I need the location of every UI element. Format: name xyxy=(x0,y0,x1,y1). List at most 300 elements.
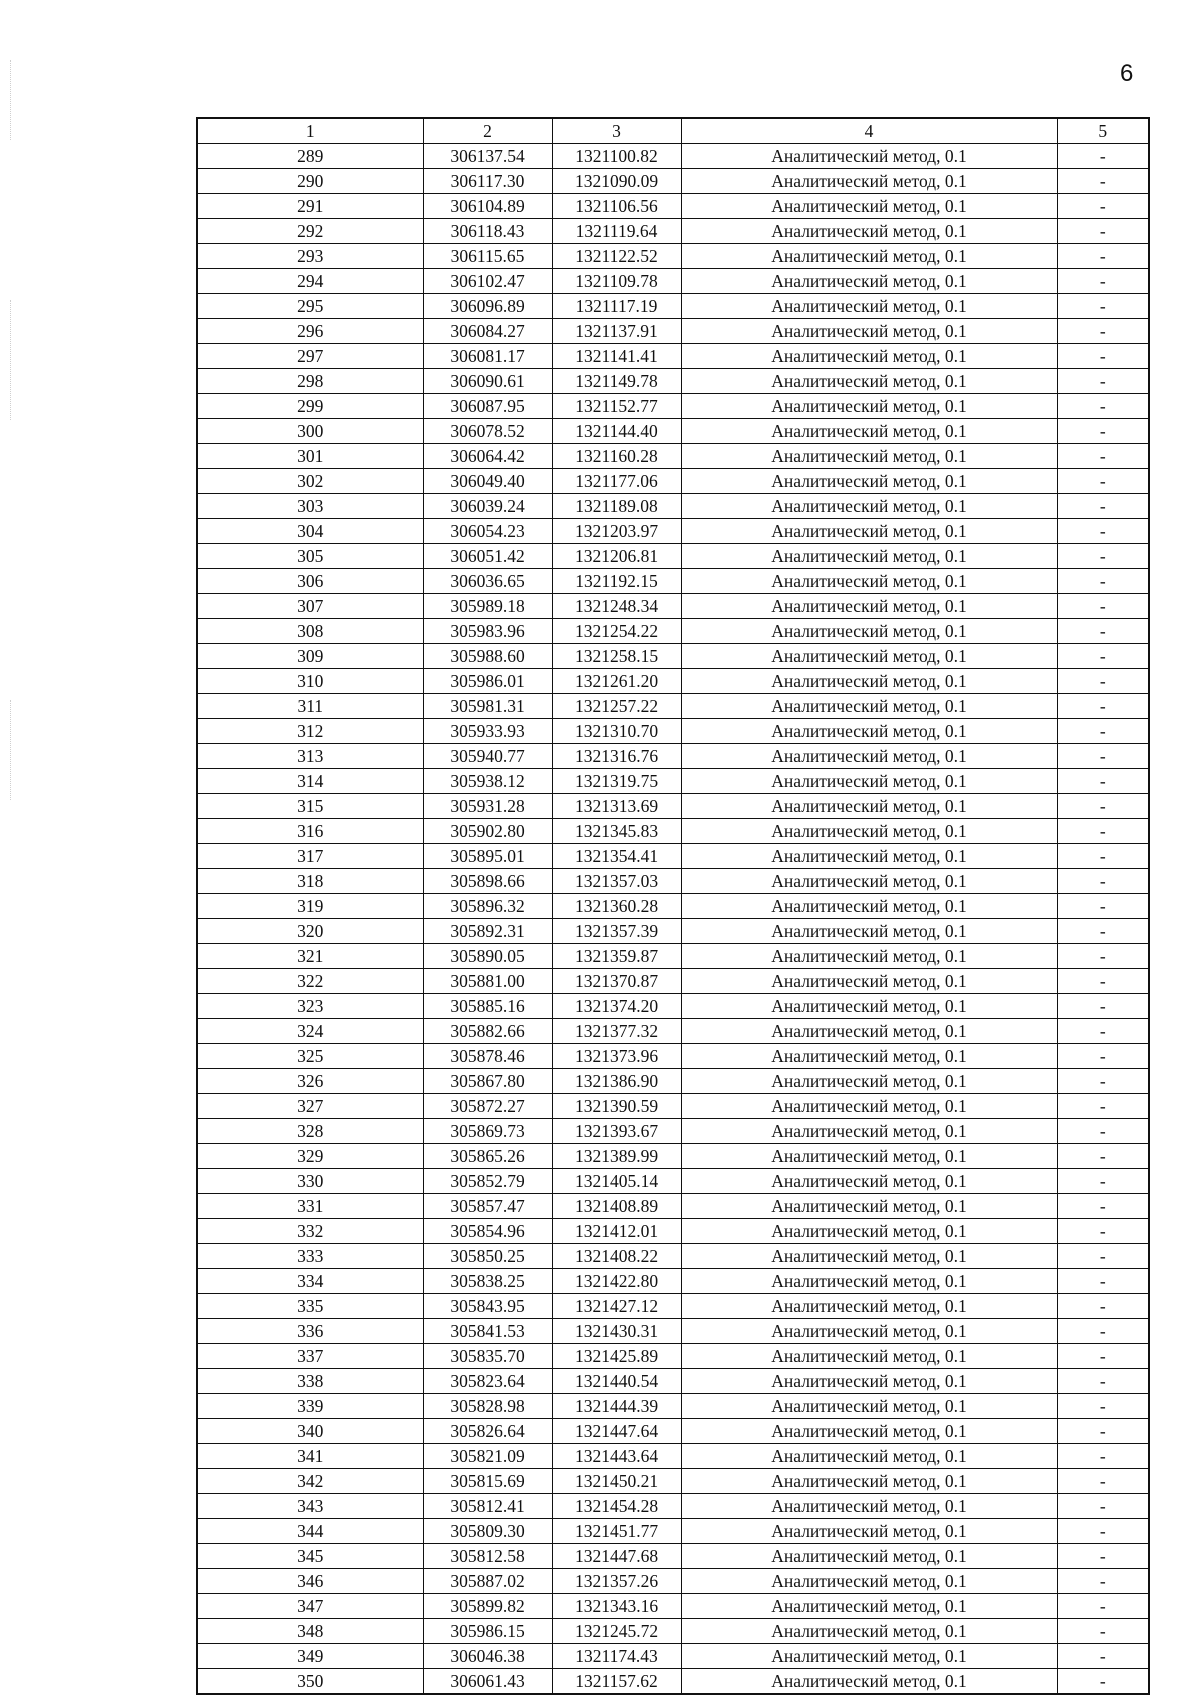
column-header: 5 xyxy=(1057,118,1149,144)
x-coordinate-cell: 305872.27 xyxy=(423,1094,552,1119)
y-coordinate-cell: 1321408.22 xyxy=(552,1244,681,1269)
x-coordinate-cell: 305931.28 xyxy=(423,794,552,819)
table-row xyxy=(197,494,1149,519)
method-cell: Аналитический метод, 0.1 xyxy=(681,619,1057,644)
note-cell: - xyxy=(1057,469,1149,494)
table-row xyxy=(197,344,1149,369)
point-number-cell: 350 xyxy=(197,1669,423,1695)
x-coordinate-cell: 305940.77 xyxy=(423,744,552,769)
method-cell: Аналитический метод, 0.1 xyxy=(681,819,1057,844)
y-coordinate-cell: 1321443.64 xyxy=(552,1444,681,1469)
table-row xyxy=(197,844,1149,869)
x-coordinate-cell: 305986.15 xyxy=(423,1619,552,1644)
table-row xyxy=(197,169,1149,194)
x-coordinate-cell: 306087.95 xyxy=(423,394,552,419)
note-cell: - xyxy=(1057,1569,1149,1594)
note-cell: - xyxy=(1057,219,1149,244)
point-number-cell: 293 xyxy=(197,244,423,269)
point-number-cell: 342 xyxy=(197,1469,423,1494)
note-cell: - xyxy=(1057,1094,1149,1119)
table-row xyxy=(197,1444,1149,1469)
x-coordinate-cell: 305809.30 xyxy=(423,1519,552,1544)
note-cell: - xyxy=(1057,344,1149,369)
note-cell: - xyxy=(1057,1669,1149,1695)
y-coordinate-cell: 1321425.89 xyxy=(552,1344,681,1369)
point-number-cell: 328 xyxy=(197,1119,423,1144)
method-cell: Аналитический метод, 0.1 xyxy=(681,1544,1057,1569)
table-row xyxy=(197,1344,1149,1369)
x-coordinate-cell: 305896.32 xyxy=(423,894,552,919)
point-number-cell: 337 xyxy=(197,1344,423,1369)
method-cell: Аналитический метод, 0.1 xyxy=(681,1444,1057,1469)
note-cell: - xyxy=(1057,994,1149,1019)
x-coordinate-cell: 306078.52 xyxy=(423,419,552,444)
point-number-cell: 310 xyxy=(197,669,423,694)
y-coordinate-cell: 1321430.31 xyxy=(552,1319,681,1344)
x-coordinate-cell: 305865.26 xyxy=(423,1144,552,1169)
y-coordinate-cell: 1321440.54 xyxy=(552,1369,681,1394)
table-row xyxy=(197,969,1149,994)
method-cell: Аналитический метод, 0.1 xyxy=(681,194,1057,219)
note-cell: - xyxy=(1057,544,1149,569)
x-coordinate-cell: 305902.80 xyxy=(423,819,552,844)
x-coordinate-cell: 306036.65 xyxy=(423,569,552,594)
point-number-cell: 336 xyxy=(197,1319,423,1344)
y-coordinate-cell: 1321450.21 xyxy=(552,1469,681,1494)
note-cell: - xyxy=(1057,969,1149,994)
point-number-cell: 300 xyxy=(197,419,423,444)
method-cell: Аналитический метод, 0.1 xyxy=(681,1419,1057,1444)
point-number-cell: 349 xyxy=(197,1644,423,1669)
table-body xyxy=(197,144,1149,1695)
y-coordinate-cell: 1321377.32 xyxy=(552,1019,681,1044)
note-cell: - xyxy=(1057,619,1149,644)
scan-margin-mark xyxy=(10,60,11,140)
note-cell: - xyxy=(1057,919,1149,944)
x-coordinate-cell: 305887.02 xyxy=(423,1569,552,1594)
y-coordinate-cell: 1321370.87 xyxy=(552,969,681,994)
table-row xyxy=(197,794,1149,819)
x-coordinate-cell: 305854.96 xyxy=(423,1219,552,1244)
note-cell: - xyxy=(1057,519,1149,544)
x-coordinate-cell: 305983.96 xyxy=(423,619,552,644)
y-coordinate-cell: 1321390.59 xyxy=(552,1094,681,1119)
method-cell: Аналитический метод, 0.1 xyxy=(681,744,1057,769)
point-number-cell: 348 xyxy=(197,1619,423,1644)
table-row xyxy=(197,819,1149,844)
table-row xyxy=(197,444,1149,469)
table-row xyxy=(197,894,1149,919)
method-cell: Аналитический метод, 0.1 xyxy=(681,294,1057,319)
table-row xyxy=(197,1144,1149,1169)
method-cell: Аналитический метод, 0.1 xyxy=(681,1144,1057,1169)
table-row xyxy=(197,219,1149,244)
scan-margin-mark xyxy=(10,300,11,420)
note-cell: - xyxy=(1057,1594,1149,1619)
x-coordinate-cell: 305890.05 xyxy=(423,944,552,969)
method-cell: Аналитический метод, 0.1 xyxy=(681,1194,1057,1219)
y-coordinate-cell: 1321206.81 xyxy=(552,544,681,569)
note-cell: - xyxy=(1057,394,1149,419)
x-coordinate-cell: 305838.25 xyxy=(423,1269,552,1294)
point-number-cell: 324 xyxy=(197,1019,423,1044)
table-row xyxy=(197,869,1149,894)
method-cell: Аналитический метод, 0.1 xyxy=(681,1469,1057,1494)
note-cell: - xyxy=(1057,494,1149,519)
method-cell: Аналитический метод, 0.1 xyxy=(681,944,1057,969)
method-cell: Аналитический метод, 0.1 xyxy=(681,1569,1057,1594)
y-coordinate-cell: 1321149.78 xyxy=(552,369,681,394)
method-cell: Аналитический метод, 0.1 xyxy=(681,1244,1057,1269)
table-row xyxy=(197,1519,1149,1544)
note-cell: - xyxy=(1057,844,1149,869)
method-cell: Аналитический метод, 0.1 xyxy=(681,594,1057,619)
note-cell: - xyxy=(1057,894,1149,919)
method-cell: Аналитический метод, 0.1 xyxy=(681,269,1057,294)
x-coordinate-cell: 305857.47 xyxy=(423,1194,552,1219)
method-cell: Аналитический метод, 0.1 xyxy=(681,494,1057,519)
table-row xyxy=(197,1169,1149,1194)
x-coordinate-cell: 306051.42 xyxy=(423,544,552,569)
note-cell: - xyxy=(1057,369,1149,394)
x-coordinate-cell: 306084.27 xyxy=(423,319,552,344)
method-cell: Аналитический метод, 0.1 xyxy=(681,1594,1057,1619)
method-cell: Аналитический метод, 0.1 xyxy=(681,519,1057,544)
x-coordinate-cell: 306096.89 xyxy=(423,294,552,319)
note-cell: - xyxy=(1057,1044,1149,1069)
y-coordinate-cell: 1321447.64 xyxy=(552,1419,681,1444)
point-number-cell: 332 xyxy=(197,1219,423,1244)
y-coordinate-cell: 1321254.22 xyxy=(552,619,681,644)
table-row xyxy=(197,1119,1149,1144)
method-cell: Аналитический метод, 0.1 xyxy=(681,444,1057,469)
table-row xyxy=(197,419,1149,444)
x-coordinate-cell: 306081.17 xyxy=(423,344,552,369)
note-cell: - xyxy=(1057,1069,1149,1094)
x-coordinate-cell: 305869.73 xyxy=(423,1119,552,1144)
x-coordinate-cell: 305898.66 xyxy=(423,869,552,894)
method-cell: Аналитический метод, 0.1 xyxy=(681,1494,1057,1519)
point-number-cell: 318 xyxy=(197,869,423,894)
note-cell: - xyxy=(1057,1119,1149,1144)
y-coordinate-cell: 1321354.41 xyxy=(552,844,681,869)
table-row xyxy=(197,1094,1149,1119)
point-number-cell: 305 xyxy=(197,544,423,569)
note-cell: - xyxy=(1057,1494,1149,1519)
point-number-cell: 321 xyxy=(197,944,423,969)
y-coordinate-cell: 1321343.16 xyxy=(552,1594,681,1619)
point-number-cell: 317 xyxy=(197,844,423,869)
x-coordinate-cell: 305835.70 xyxy=(423,1344,552,1369)
point-number-cell: 308 xyxy=(197,619,423,644)
y-coordinate-cell: 1321177.06 xyxy=(552,469,681,494)
y-coordinate-cell: 1321117.19 xyxy=(552,294,681,319)
table-row xyxy=(197,644,1149,669)
x-coordinate-cell: 306049.40 xyxy=(423,469,552,494)
note-cell: - xyxy=(1057,1469,1149,1494)
y-coordinate-cell: 1321359.87 xyxy=(552,944,681,969)
note-cell: - xyxy=(1057,1144,1149,1169)
method-cell: Аналитический метод, 0.1 xyxy=(681,1644,1057,1669)
point-number-cell: 331 xyxy=(197,1194,423,1219)
method-cell: Аналитический метод, 0.1 xyxy=(681,1369,1057,1394)
table-row xyxy=(197,594,1149,619)
x-coordinate-cell: 305882.66 xyxy=(423,1019,552,1044)
method-cell: Аналитический метод, 0.1 xyxy=(681,1094,1057,1119)
method-cell: Аналитический метод, 0.1 xyxy=(681,244,1057,269)
y-coordinate-cell: 1321189.08 xyxy=(552,494,681,519)
point-number-cell: 295 xyxy=(197,294,423,319)
point-number-cell: 296 xyxy=(197,319,423,344)
table-row xyxy=(197,1544,1149,1569)
point-number-cell: 347 xyxy=(197,1594,423,1619)
table-row xyxy=(197,269,1149,294)
x-coordinate-cell: 305852.79 xyxy=(423,1169,552,1194)
y-coordinate-cell: 1321310.70 xyxy=(552,719,681,744)
method-cell: Аналитический метод, 0.1 xyxy=(681,669,1057,694)
point-number-cell: 341 xyxy=(197,1444,423,1469)
method-cell: Аналитический метод, 0.1 xyxy=(681,694,1057,719)
y-coordinate-cell: 1321141.41 xyxy=(552,344,681,369)
point-number-cell: 344 xyxy=(197,1519,423,1544)
table-row xyxy=(197,944,1149,969)
table-row xyxy=(197,569,1149,594)
x-coordinate-cell: 305867.80 xyxy=(423,1069,552,1094)
note-cell: - xyxy=(1057,1319,1149,1344)
note-cell: - xyxy=(1057,719,1149,744)
table-row xyxy=(197,519,1149,544)
point-number-cell: 325 xyxy=(197,1044,423,1069)
point-number-cell: 297 xyxy=(197,344,423,369)
method-cell: Аналитический метод, 0.1 xyxy=(681,994,1057,1019)
x-coordinate-cell: 306118.43 xyxy=(423,219,552,244)
y-coordinate-cell: 1321261.20 xyxy=(552,669,681,694)
column-header: 4 xyxy=(681,118,1057,144)
x-coordinate-cell: 305843.95 xyxy=(423,1294,552,1319)
method-cell: Аналитический метод, 0.1 xyxy=(681,1169,1057,1194)
point-number-cell: 333 xyxy=(197,1244,423,1269)
y-coordinate-cell: 1321257.22 xyxy=(552,694,681,719)
note-cell: - xyxy=(1057,169,1149,194)
method-cell: Аналитический метод, 0.1 xyxy=(681,419,1057,444)
y-coordinate-cell: 1321245.72 xyxy=(552,1619,681,1644)
x-coordinate-cell: 305881.00 xyxy=(423,969,552,994)
method-cell: Аналитический метод, 0.1 xyxy=(681,1619,1057,1644)
x-coordinate-cell: 305981.31 xyxy=(423,694,552,719)
table-row xyxy=(197,1419,1149,1444)
x-coordinate-cell: 306102.47 xyxy=(423,269,552,294)
point-number-cell: 329 xyxy=(197,1144,423,1169)
point-number-cell: 292 xyxy=(197,219,423,244)
point-number-cell: 312 xyxy=(197,719,423,744)
note-cell: - xyxy=(1057,869,1149,894)
method-cell: Аналитический метод, 0.1 xyxy=(681,1269,1057,1294)
y-coordinate-cell: 1321100.82 xyxy=(552,144,681,169)
x-coordinate-cell: 306061.43 xyxy=(423,1669,552,1695)
x-coordinate-cell: 306137.54 xyxy=(423,144,552,169)
method-cell: Аналитический метод, 0.1 xyxy=(681,1319,1057,1344)
point-number-cell: 311 xyxy=(197,694,423,719)
point-number-cell: 299 xyxy=(197,394,423,419)
y-coordinate-cell: 1321386.90 xyxy=(552,1069,681,1094)
scan-margin-mark xyxy=(10,700,11,800)
method-cell: Аналитический метод, 0.1 xyxy=(681,369,1057,394)
y-coordinate-cell: 1321258.15 xyxy=(552,644,681,669)
point-number-cell: 304 xyxy=(197,519,423,544)
method-cell: Аналитический метод, 0.1 xyxy=(681,144,1057,169)
point-number-cell: 339 xyxy=(197,1394,423,1419)
point-number-cell: 306 xyxy=(197,569,423,594)
table-row xyxy=(197,244,1149,269)
y-coordinate-cell: 1321360.28 xyxy=(552,894,681,919)
column-header: 3 xyxy=(552,118,681,144)
point-number-cell: 330 xyxy=(197,1169,423,1194)
point-number-cell: 343 xyxy=(197,1494,423,1519)
note-cell: - xyxy=(1057,819,1149,844)
note-cell: - xyxy=(1057,1544,1149,1569)
table-row xyxy=(197,294,1149,319)
x-coordinate-cell: 305821.09 xyxy=(423,1444,552,1469)
method-cell: Аналитический метод, 0.1 xyxy=(681,1019,1057,1044)
method-cell: Аналитический метод, 0.1 xyxy=(681,644,1057,669)
table-row xyxy=(197,369,1149,394)
x-coordinate-cell: 306054.23 xyxy=(423,519,552,544)
table-row xyxy=(197,619,1149,644)
point-number-cell: 320 xyxy=(197,919,423,944)
method-cell: Аналитический метод, 0.1 xyxy=(681,319,1057,344)
y-coordinate-cell: 1321357.03 xyxy=(552,869,681,894)
x-coordinate-cell: 305878.46 xyxy=(423,1044,552,1069)
note-cell: - xyxy=(1057,144,1149,169)
y-coordinate-cell: 1321357.39 xyxy=(552,919,681,944)
point-number-cell: 326 xyxy=(197,1069,423,1094)
method-cell: Аналитический метод, 0.1 xyxy=(681,1119,1057,1144)
note-cell: - xyxy=(1057,1019,1149,1044)
table-row xyxy=(197,1594,1149,1619)
table-row xyxy=(197,1044,1149,1069)
table-row xyxy=(197,719,1149,744)
y-coordinate-cell: 1321090.09 xyxy=(552,169,681,194)
note-cell: - xyxy=(1057,1294,1149,1319)
y-coordinate-cell: 1321444.39 xyxy=(552,1394,681,1419)
table-row xyxy=(197,1069,1149,1094)
method-cell: Аналитический метод, 0.1 xyxy=(681,469,1057,494)
method-cell: Аналитический метод, 0.1 xyxy=(681,869,1057,894)
point-number-cell: 289 xyxy=(197,144,423,169)
y-coordinate-cell: 1321248.34 xyxy=(552,594,681,619)
x-coordinate-cell: 305938.12 xyxy=(423,769,552,794)
x-coordinate-cell: 305828.98 xyxy=(423,1394,552,1419)
point-number-cell: 340 xyxy=(197,1419,423,1444)
point-number-cell: 345 xyxy=(197,1544,423,1569)
note-cell: - xyxy=(1057,319,1149,344)
note-cell: - xyxy=(1057,1244,1149,1269)
point-number-cell: 316 xyxy=(197,819,423,844)
table-row xyxy=(197,1244,1149,1269)
point-number-cell: 294 xyxy=(197,269,423,294)
method-cell: Аналитический метод, 0.1 xyxy=(681,1669,1057,1695)
note-cell: - xyxy=(1057,1519,1149,1544)
y-coordinate-cell: 1321160.28 xyxy=(552,444,681,469)
y-coordinate-cell: 1321319.75 xyxy=(552,769,681,794)
y-coordinate-cell: 1321405.14 xyxy=(552,1169,681,1194)
table-row xyxy=(197,994,1149,1019)
table-row xyxy=(197,669,1149,694)
note-cell: - xyxy=(1057,1219,1149,1244)
point-number-cell: 315 xyxy=(197,794,423,819)
note-cell: - xyxy=(1057,1169,1149,1194)
method-cell: Аналитический метод, 0.1 xyxy=(681,344,1057,369)
note-cell: - xyxy=(1057,569,1149,594)
table-row xyxy=(197,919,1149,944)
y-coordinate-cell: 1321412.01 xyxy=(552,1219,681,1244)
y-coordinate-cell: 1321454.28 xyxy=(552,1494,681,1519)
note-cell: - xyxy=(1057,644,1149,669)
table-row xyxy=(197,469,1149,494)
table-row xyxy=(197,1294,1149,1319)
x-coordinate-cell: 306090.61 xyxy=(423,369,552,394)
note-cell: - xyxy=(1057,1344,1149,1369)
method-cell: Аналитический метод, 0.1 xyxy=(681,219,1057,244)
method-cell: Аналитический метод, 0.1 xyxy=(681,1069,1057,1094)
point-number-cell: 335 xyxy=(197,1294,423,1319)
y-coordinate-cell: 1321374.20 xyxy=(552,994,681,1019)
point-number-cell: 291 xyxy=(197,194,423,219)
method-cell: Аналитический метод, 0.1 xyxy=(681,1519,1057,1544)
method-cell: Аналитический метод, 0.1 xyxy=(681,394,1057,419)
point-number-cell: 307 xyxy=(197,594,423,619)
x-coordinate-cell: 305989.18 xyxy=(423,594,552,619)
method-cell: Аналитический метод, 0.1 xyxy=(681,1344,1057,1369)
y-coordinate-cell: 1321427.12 xyxy=(552,1294,681,1319)
method-cell: Аналитический метод, 0.1 xyxy=(681,569,1057,594)
x-coordinate-cell: 305812.41 xyxy=(423,1494,552,1519)
method-cell: Аналитический метод, 0.1 xyxy=(681,1394,1057,1419)
table-row xyxy=(197,1569,1149,1594)
table-row xyxy=(197,744,1149,769)
note-cell: - xyxy=(1057,1194,1149,1219)
note-cell: - xyxy=(1057,744,1149,769)
method-cell: Аналитический метод, 0.1 xyxy=(681,844,1057,869)
y-coordinate-cell: 1321313.69 xyxy=(552,794,681,819)
table-row xyxy=(197,769,1149,794)
note-cell: - xyxy=(1057,669,1149,694)
note-cell: - xyxy=(1057,769,1149,794)
table-row xyxy=(197,1619,1149,1644)
method-cell: Аналитический метод, 0.1 xyxy=(681,969,1057,994)
table-row xyxy=(197,1669,1149,1695)
x-coordinate-cell: 306104.89 xyxy=(423,194,552,219)
method-cell: Аналитический метод, 0.1 xyxy=(681,169,1057,194)
note-cell: - xyxy=(1057,594,1149,619)
x-coordinate-cell: 305895.01 xyxy=(423,844,552,869)
point-number-cell: 302 xyxy=(197,469,423,494)
x-coordinate-cell: 305850.25 xyxy=(423,1244,552,1269)
note-cell: - xyxy=(1057,794,1149,819)
x-coordinate-cell: 305841.53 xyxy=(423,1319,552,1344)
note-cell: - xyxy=(1057,1369,1149,1394)
note-cell: - xyxy=(1057,419,1149,444)
x-coordinate-cell: 305933.93 xyxy=(423,719,552,744)
note-cell: - xyxy=(1057,1394,1149,1419)
x-coordinate-cell: 305885.16 xyxy=(423,994,552,1019)
note-cell: - xyxy=(1057,1444,1149,1469)
table-row xyxy=(197,1019,1149,1044)
method-cell: Аналитический метод, 0.1 xyxy=(681,719,1057,744)
method-cell: Аналитический метод, 0.1 xyxy=(681,1294,1057,1319)
y-coordinate-cell: 1321152.77 xyxy=(552,394,681,419)
note-cell: - xyxy=(1057,444,1149,469)
